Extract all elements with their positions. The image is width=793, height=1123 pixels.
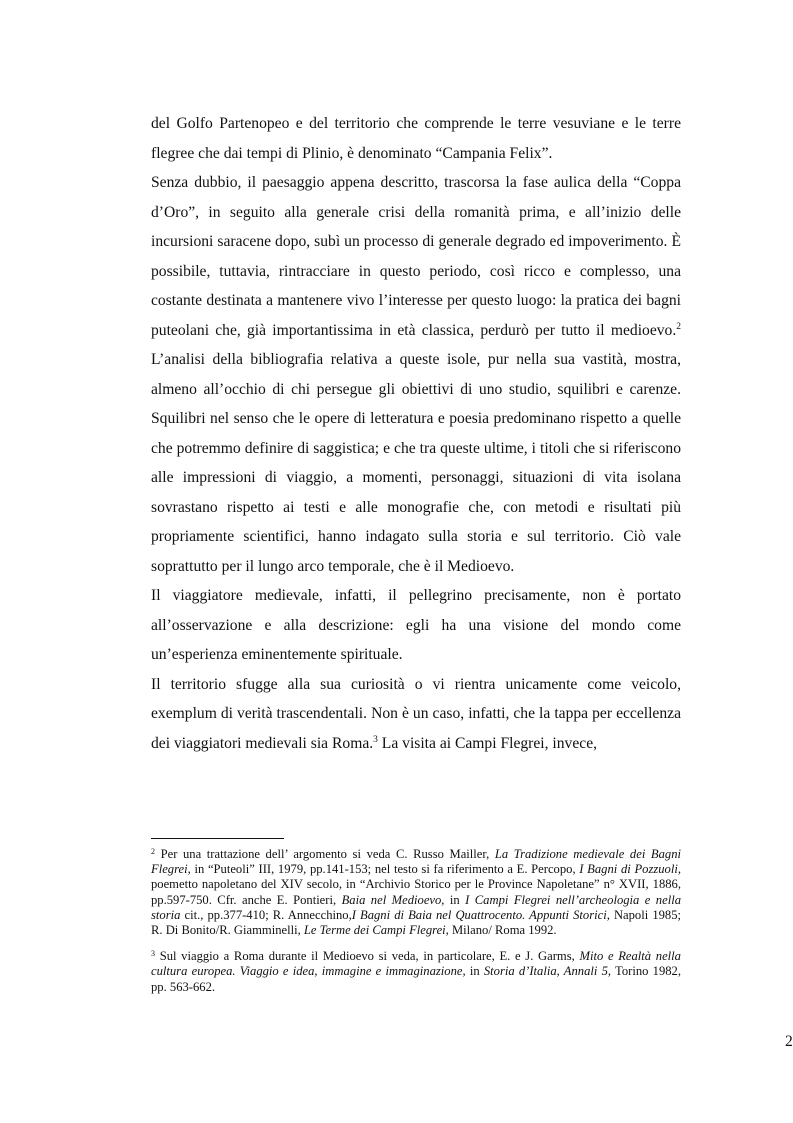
- text-run: Senza dubbio, il paesaggio appena descritto, trascorsa la fase aulica della “Coppa d’Oro”, in seguito alla generale crisi della romanità prima, e all’inizio delle incursioni saracene dopo, subì un processo di generale degrado ed impoverimento. È possibile, tuttavia, rintracciare in questo periodo, così ricco e complesso, una costante destinata a mantenere vivo l’interesse per questo luogo: la pratica dei bagni puteolani che, già importantissima in età classica, perdurò per tutto il medioevo.: [151, 174, 681, 339]
- paragraph: [151, 168, 681, 581]
- text-run: Torino 1982, pp. 563-662.: [151, 964, 681, 994]
- paragraph: [151, 670, 681, 759]
- text-run: La visita ai Campi Flegrei, invece,: [377, 734, 598, 752]
- text-run: Sul viaggio a Roma durante il Medioevo si veda, in particolare, E. e J. Garms,: [155, 949, 580, 964]
- italic-text: I Bagni di Baia nel Quattrocento. Appunti Storici,: [351, 907, 610, 922]
- italic-text: I Bagni di Pozzuoli,: [579, 862, 681, 877]
- text-run: in: [465, 964, 484, 979]
- italic-text: Baia nel Medioevo,: [341, 892, 445, 907]
- paragraph: [151, 581, 681, 670]
- text-run: Per una trattazione dell’ argomento si veda C. Russo Mailler,: [155, 847, 495, 861]
- footnote-ref: 3: [151, 949, 155, 959]
- text-run: cit., pp.377-410; R. Annecchino,: [180, 907, 352, 922]
- footnote-ref: 3: [373, 734, 378, 745]
- italic-text: Storia d’Italia, Annali 5,: [483, 964, 612, 979]
- footnote-2: [151, 847, 681, 938]
- footnotes: [151, 847, 681, 1006]
- italic-text: I Campi Flegrei nell’archeologia e nella storia: [151, 892, 681, 922]
- page-number: 2: [785, 1033, 793, 1050]
- text-run: del Golfo Partenopeo e del territorio che comprende le terre vesuviane e le terre flegree che dai tempi di Plinio, è denominato “Campania Felix”.: [151, 115, 681, 162]
- italic-text: La Tradizione medievale dei Bagni Flegrei,: [151, 847, 682, 877]
- text-run: poemetto napoletano del XIV secolo, in “Archivio Storico per le Province Napoletane” n° XVII, 1886, pp.597-750. Cfr. anche E. Pontieri,: [151, 877, 681, 907]
- text-run: L’analisi della bibliografia relativa a queste isole, pur nella sua vastità, mostra, almeno all’occhio di chi persegue gli obiettivi di uno studio, squilibri e carenze. Squilibri nel senso che le opere di letteratura e poesia predominano rispetto a quelle che potremmo definire di saggistica; e che tra queste ultime, i titoli che si riferiscono alle impressioni di viaggio, a momenti, personaggi, situazioni di vita isolana sovrastano rispetto ai testi e alle monografie che, con metodi e risultati più propriamente scientifici, hanno indagato sulla storia e sul territorio. Ciò vale soprattutto per il lungo arco temporale, che è il Medioevo.: [151, 351, 681, 575]
- footnote-3: [151, 949, 681, 995]
- text-run: Milano/ Roma 1992.: [448, 923, 557, 938]
- text-run: in: [444, 892, 466, 907]
- italic-text: Mito e Realtà nella cultura europea. Viaggio e idea, immagine e immaginazione,: [151, 949, 681, 979]
- text-run: Il viaggiatore medievale, infatti, il pellegrino precisamente, non è portato all’osservazione e alla descrizione: egli ha una visione del mondo come un’esperienza eminentemente spirituale.: [151, 587, 681, 663]
- footnote-separator: [151, 838, 284, 839]
- italic-text: Le Terme dei Campi Flegrei,: [303, 923, 449, 938]
- text-run: Napoli 1985; R. Di Bonito/R. Giamminelli,: [151, 907, 682, 938]
- footnote-ref: 2: [676, 321, 681, 332]
- body-text: [151, 109, 681, 758]
- paragraph: [151, 109, 681, 168]
- text-run: Il territorio sfugge alla sua curiosità o vi rientra unicamente come veicolo, exemplum di verità trascendentali. Non è un caso, infatti, che la tappa per eccellenza dei viaggiatori medievali sia Roma.: [151, 675, 681, 752]
- text-run: in “Puteoli” III, 1979, pp.141-153; nel testo si fa riferimento a E. Percopo,: [190, 862, 580, 877]
- footnote-ref: 2: [151, 847, 155, 856]
